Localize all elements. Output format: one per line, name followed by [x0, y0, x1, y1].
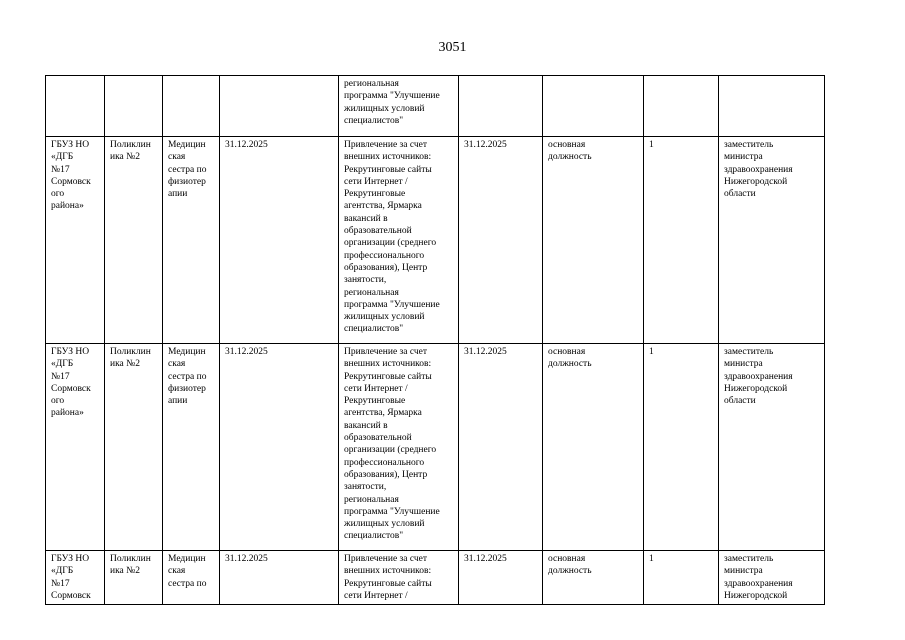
cell-source-text: региональная программа "Улучшение жилищных условий специалистов" [344, 79, 440, 126]
cell-source [339, 137, 459, 344]
table-row [46, 137, 825, 344]
cell-org-text: ГБУЗ НО «ДГБ №17 Сормовск ого района» [51, 140, 91, 212]
cell-org [46, 137, 105, 344]
cell-type-text: основная должность [548, 554, 592, 577]
cell-source [339, 344, 459, 551]
cell-unit-text: Поликлин ика №2 [110, 140, 151, 163]
cell-responsible [719, 344, 825, 551]
cell-date1-text: 31.12.2025 [225, 347, 268, 357]
cell-unit-text: Поликлин ика №2 [110, 554, 151, 577]
cell-position [163, 137, 220, 344]
staffing-table [45, 75, 825, 605]
cell-date1 [220, 137, 339, 344]
cell-type [543, 76, 644, 137]
cell-type [543, 344, 644, 551]
table-row-fragment [46, 76, 825, 137]
cell-org [46, 76, 105, 137]
cell-count-text: 1 [649, 554, 654, 564]
cell-source-text: Привлечение за счет внешних источников: Рекрутинговые сайты сети Интернет / [344, 554, 432, 601]
cell-date2 [459, 76, 543, 137]
cell-count-text: 1 [649, 347, 654, 357]
cell-org [46, 551, 105, 605]
cell-unit [105, 137, 163, 344]
cell-responsible-text: заместитель министра здравоохранения Нижегородской области [724, 140, 793, 200]
table-row [46, 551, 825, 605]
cell-source [339, 76, 459, 137]
cell-count-text: 1 [649, 140, 654, 150]
table-row [46, 344, 825, 551]
cell-responsible-text: заместитель министра здравоохранения Нижегородской области [724, 347, 793, 407]
cell-type-text: основная должность [548, 347, 592, 370]
cell-unit [105, 551, 163, 605]
cell-position [163, 76, 220, 137]
cell-unit-text: Поликлин ика №2 [110, 347, 151, 370]
cell-source-text: Привлечение за счет внешних источников: Рекрутинговые сайты сети Интернет / Рекрутинговые агентства, Ярмарка вакансий в образовательной организации (среднего профессионального образования), Центр занятости, региональная программа "Улучшение жилищных условий специалистов" [344, 347, 440, 542]
cell-org-text: ГБУЗ НО «ДГБ №17 Сормовск ого района» [51, 347, 91, 419]
cell-count [644, 551, 719, 605]
cell-source [339, 551, 459, 605]
cell-date1-text: 31.12.2025 [225, 140, 268, 150]
cell-type-text: основная должность [548, 140, 592, 163]
cell-count [644, 344, 719, 551]
cell-date1 [220, 344, 339, 551]
cell-responsible [719, 551, 825, 605]
page-number: 3051 [438, 40, 467, 55]
cell-date2-text: 31.12.2025 [464, 347, 507, 357]
cell-org [46, 344, 105, 551]
cell-position-text: Медицин ская сестра по [168, 554, 207, 589]
cell-type [543, 137, 644, 344]
cell-position [163, 551, 220, 605]
cell-source-text: Привлечение за счет внешних источников: Рекрутинговые сайты сети Интернет / Рекрутинговые агентства, Ярмарка вакансий в образовательной организации (среднего профессионального образования), Центр занятости, региональная программа "Улучшение жилищных условий специалистов" [344, 140, 440, 335]
cell-org-text: ГБУЗ НО «ДГБ №17 Сормовск [51, 554, 91, 601]
cell-count [644, 137, 719, 344]
cell-position [163, 344, 220, 551]
cell-date2 [459, 551, 543, 605]
cell-position-text: Медицин ская сестра по физиотер апии [168, 347, 207, 407]
cell-responsible [719, 76, 825, 137]
cell-date2-text: 31.12.2025 [464, 140, 507, 150]
cell-responsible [719, 137, 825, 344]
cell-date1 [220, 551, 339, 605]
cell-unit [105, 76, 163, 137]
cell-count [644, 76, 719, 137]
cell-date2-text: 31.12.2025 [464, 554, 507, 564]
cell-date2 [459, 344, 543, 551]
cell-position-text: Медицин ская сестра по физиотер апии [168, 140, 207, 200]
cell-date1-text: 31.12.2025 [225, 554, 268, 564]
cell-date1 [220, 76, 339, 137]
cell-type [543, 551, 644, 605]
cell-date2 [459, 137, 543, 344]
cell-unit [105, 344, 163, 551]
cell-responsible-text: заместитель министра здравоохранения Нижегородской [724, 554, 793, 601]
